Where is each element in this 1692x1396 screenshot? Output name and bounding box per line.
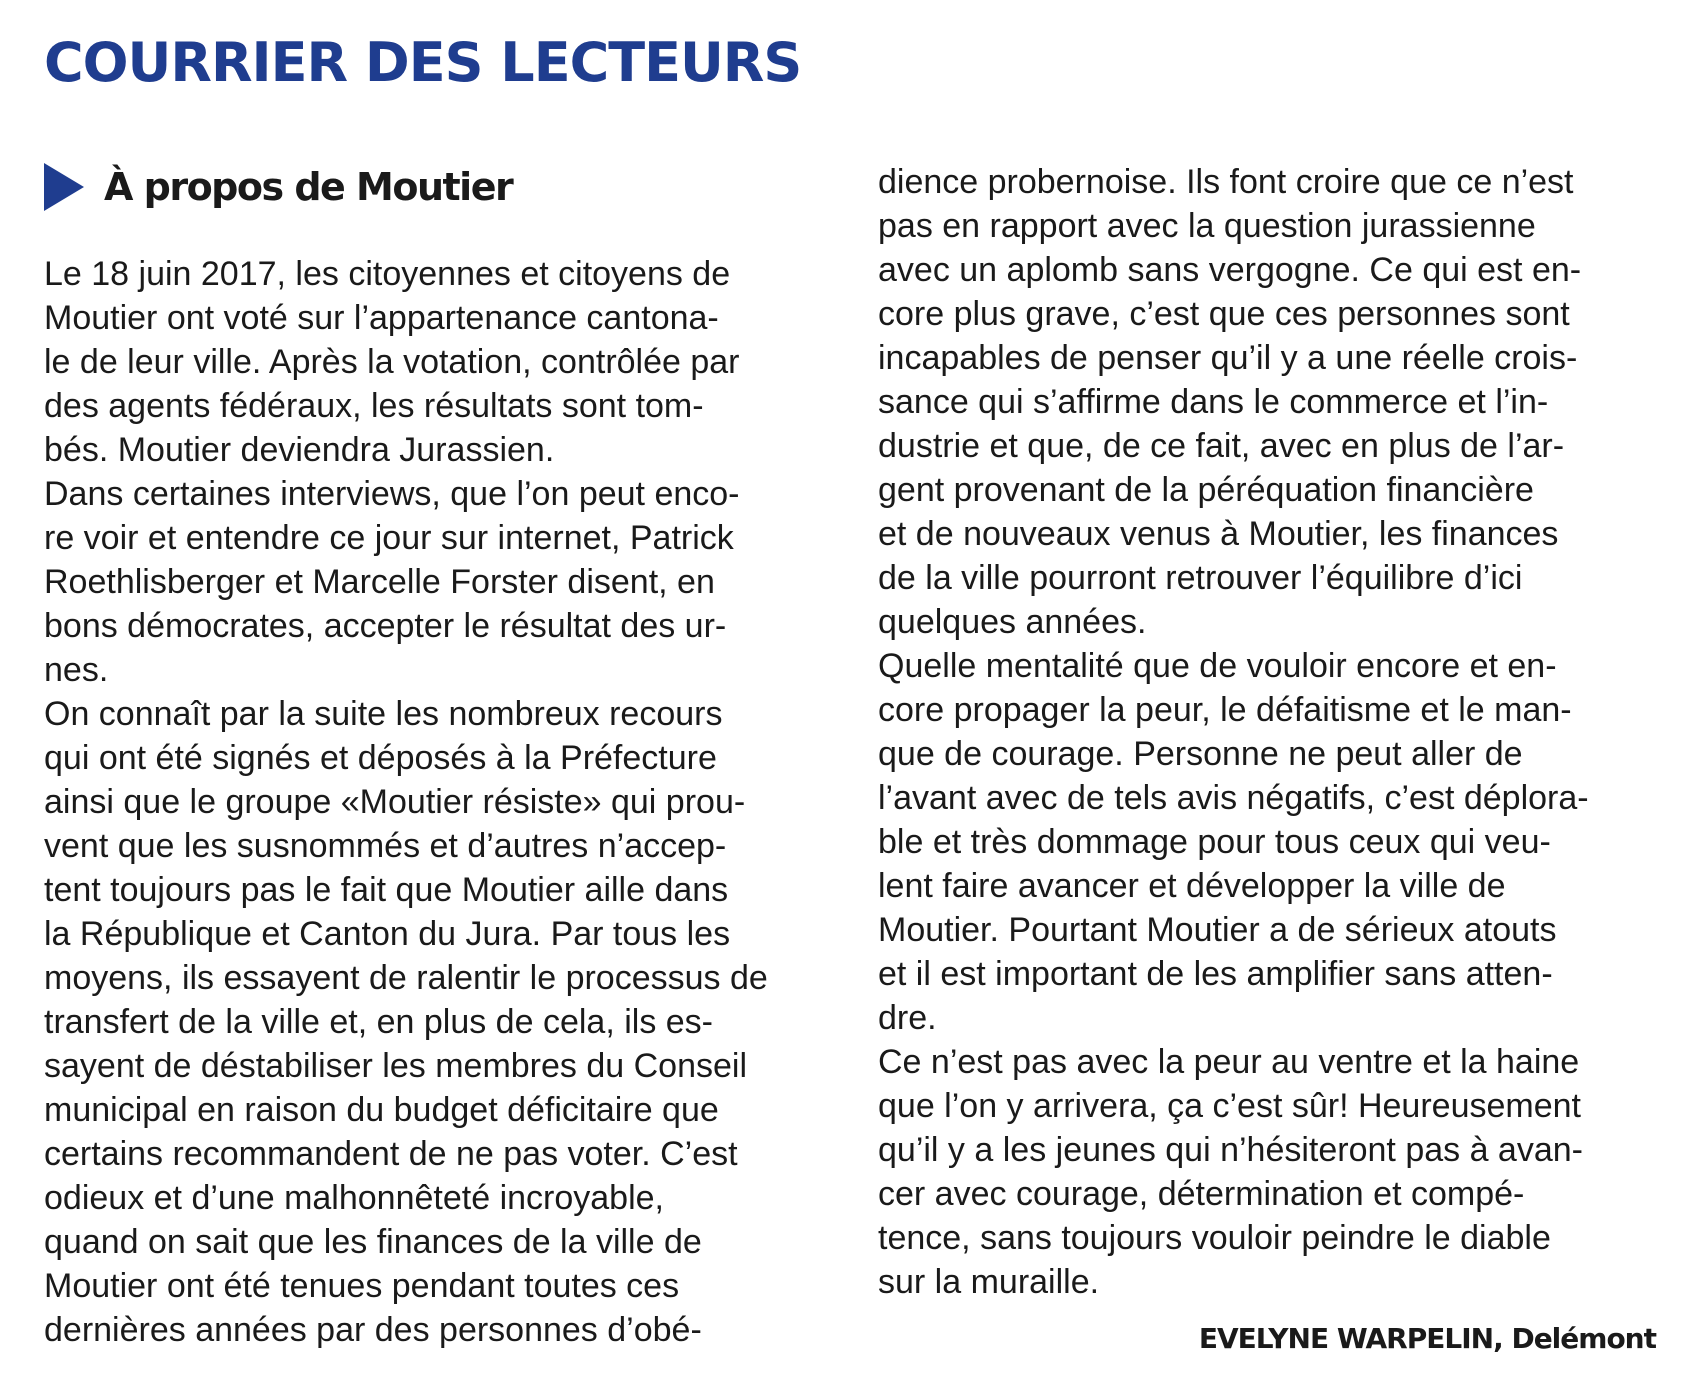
text-line: bés. Moutier deviendra Jurassien. <box>44 431 555 469</box>
text-line: dustrie et que, de ce fait, avec en plus de l’ar- <box>878 427 1565 465</box>
text-line: Ce n’est pas avec la peur au ventre et la haine <box>878 1043 1580 1081</box>
text-line: cer avec courage, détermination et compé- <box>878 1175 1525 1213</box>
text-line: core plus grave, c’est que ces personnes sont <box>878 295 1570 333</box>
text-line: Quelle mentalité que de vouloir encore et en- <box>878 647 1557 685</box>
text-line: de la ville pourront retrouver l’équilibre d’ici <box>878 559 1523 597</box>
article-column-right <box>878 160 1668 1304</box>
text-line: gent provenant de la péréquation financière <box>878 471 1534 509</box>
text-line: et de nouveaux venus à Moutier, les finances <box>878 515 1559 553</box>
article-headline <box>44 163 512 211</box>
text-line: nes. <box>44 651 109 689</box>
section-title: COURRIER DES LECTEURS <box>44 31 802 94</box>
text-line: quelques années. <box>878 603 1147 641</box>
text-line: quand on sait que les finances de la ville de <box>44 1223 702 1261</box>
text-line: le de leur ville. Après la votation, contrôlée par <box>44 343 740 381</box>
triangle-right-icon <box>44 163 84 211</box>
text-line: lent faire avancer et développer la ville de <box>878 867 1506 905</box>
text-line: certains recommandent de ne pas voter. C’est <box>44 1135 738 1173</box>
text-line: dre. <box>878 999 937 1037</box>
text-line: core propager la peur, le défaitisme et le man- <box>878 691 1572 729</box>
text-line: On connaît par la suite les nombreux recours <box>44 695 723 733</box>
text-line: des agents fédéraux, les résultats sont tom- <box>44 387 704 425</box>
text-line: qui ont été signés et déposés à la Préfecture <box>44 739 717 777</box>
text-line: re voir et entendre ce jour sur internet, Patrick <box>44 519 734 557</box>
text-line: ble et très dommage pour tous ceux qui veu- <box>878 823 1551 861</box>
text-line: sayent de déstabiliser les membres du Conseil <box>44 1047 748 1085</box>
text-line: transfert de la ville et, en plus de cela, ils es- <box>44 1003 713 1041</box>
text-line: incapables de penser qu’il y a une réelle crois- <box>878 339 1578 377</box>
text-line: pas en rapport avec la question jurassienne <box>878 207 1536 245</box>
text-line: et il est important de les amplifier sans atten- <box>878 955 1553 993</box>
text-line: qu’il y a les jeunes qui n’hésiteront pas à avan- <box>878 1131 1583 1169</box>
text-line: sance qui s’affirme dans le commerce et l’in- <box>878 383 1549 421</box>
text-line: Moutier ont voté sur l’appartenance cantona- <box>44 299 719 337</box>
text-line: Dans certaines interviews, que l’on peut enco- <box>44 475 740 513</box>
text-line: que de courage. Personne ne peut aller de <box>878 735 1523 773</box>
text-line: municipal en raison du budget déficitaire que <box>44 1091 719 1129</box>
text-line: bons démocrates, accepter le résultat des ur- <box>44 607 727 645</box>
text-line: Le 18 juin 2017, les citoyennes et citoyens de <box>44 255 731 293</box>
text-line: avec un aplomb sans vergogne. Ce qui est en- <box>878 251 1582 289</box>
text-line: Moutier ont été tenues pendant toutes ces <box>44 1267 680 1305</box>
article-column-left <box>44 252 834 1352</box>
text-line: vent que les susnommés et d’autres n’accep- <box>44 827 727 865</box>
text-line: dernières années par des personnes d’obé- <box>44 1311 702 1349</box>
text-line: sur la muraille. <box>878 1263 1100 1301</box>
text-line: la République et Canton du Jura. Par tous les <box>44 915 731 953</box>
text-line: ainsi que le groupe «Moutier résiste» qui prou- <box>44 783 746 821</box>
text-line: dience probernoise. Ils font croire que ce n’est <box>878 163 1574 201</box>
text-line: que l’on y arrivera, ça c’est sûr! Heureusement <box>878 1087 1581 1125</box>
text-line: Moutier. Pourtant Moutier a de sérieux atouts <box>878 911 1557 949</box>
text-line: tence, sans toujours vouloir peindre le diable <box>878 1219 1551 1257</box>
text-line: tent toujours pas le fait que Moutier aille dans <box>44 871 729 909</box>
text-line: moyens, ils essayent de ralentir le processus de <box>44 959 768 997</box>
text-line: l’avant avec de tels avis négatifs, c’est déplora- <box>878 779 1589 817</box>
text-line: odieux et d’une malhonnêteté incroyable, <box>44 1179 664 1217</box>
text-line: Roethlisberger et Marcelle Forster disent, en <box>44 563 715 601</box>
author-signature: EVELYNE WARPELIN, Delémont <box>1198 1322 1656 1355</box>
headline-text: À propos de Moutier <box>104 165 513 209</box>
